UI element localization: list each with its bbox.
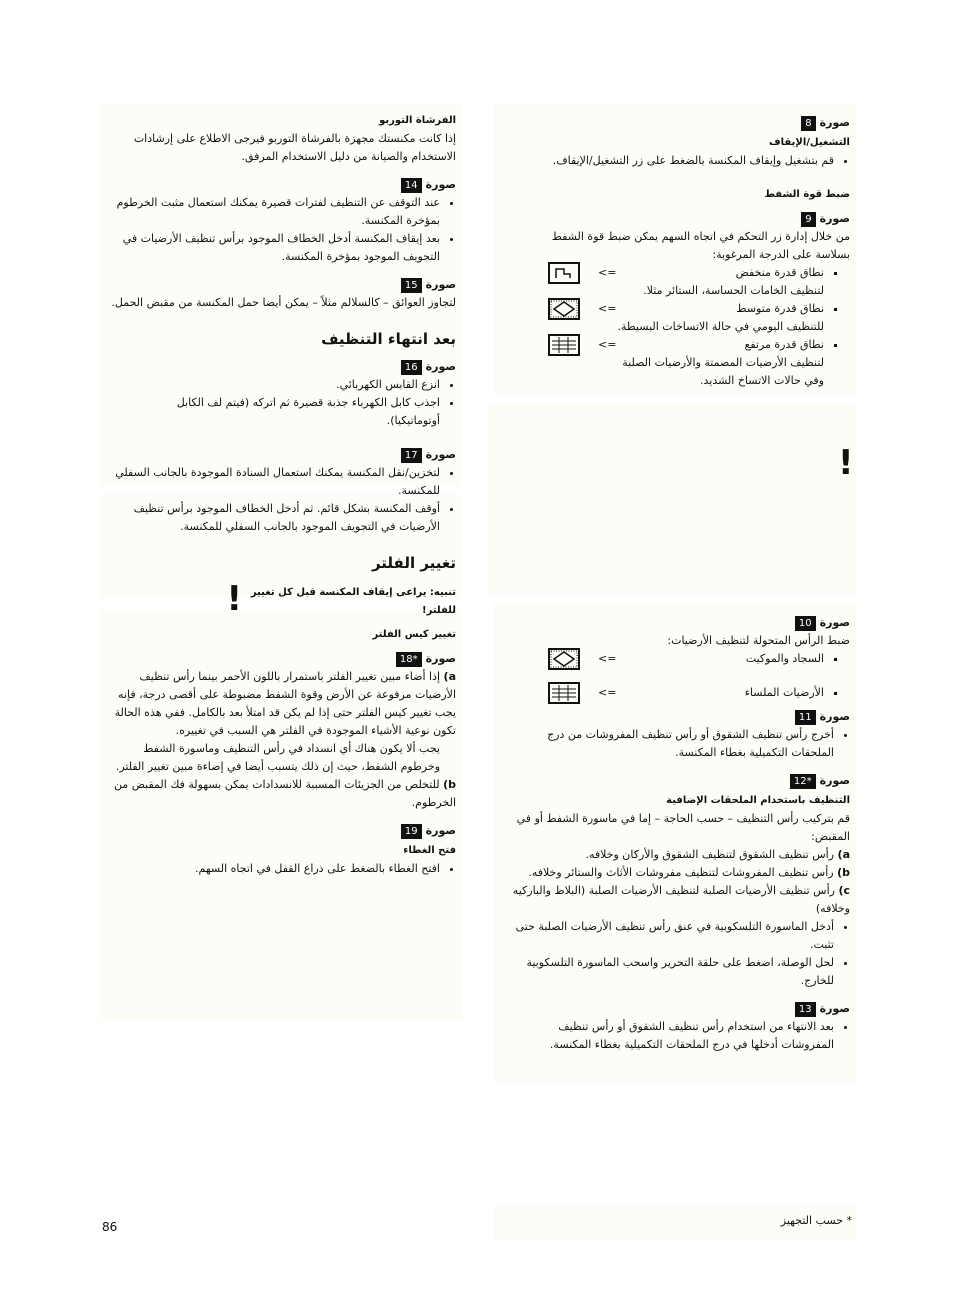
figure-word: صورة bbox=[819, 774, 850, 787]
hard-floor-icon bbox=[548, 334, 580, 356]
figure-number: 9 bbox=[801, 212, 815, 227]
list-item: • بعد إيقاف المكنسة أدخل الخطاف الموجود برأس تنظيف الأرضيات في التجويف الموجود بمؤخرة المكنسة. bbox=[100, 230, 440, 266]
figure-number: 16 bbox=[401, 360, 422, 375]
item-text: رأس تنظيف الأرضيات الصلبة لتنظيف الأرضيات الصلبة (البلاط والباركيه وخلافه) bbox=[512, 884, 850, 915]
accessory-a bbox=[500, 846, 850, 864]
figure-word: صورة bbox=[425, 278, 456, 291]
on-off-subtitle: التشغيل/الإيقاف bbox=[769, 137, 850, 148]
item-text-continued: يجب ألا يكون هناك أي انسداد في رأس التنظيف وماسورة الشفط وخرطوم الشفط، حيث إن ذلك يتسبب أيضا في إضاءة مبين تغيير الفلتر. bbox=[115, 742, 440, 773]
turbo-brush-text: إذا كانت مكنستك مجهزة بالفرشاة التوربو فيرجى الاطلاع على إرشادات الاستخدام والصيانة من دليل الاستخدام المرفق. bbox=[133, 132, 456, 163]
figure-word: صورة bbox=[425, 360, 456, 373]
list-item: • لحل الوصلة، اضغط على حلقة التحرير واسحب الماسورة التلسكوبية للخارج. bbox=[514, 954, 834, 990]
figure-8-label bbox=[500, 114, 850, 132]
carpet-icon bbox=[548, 298, 580, 320]
fig16-bullets bbox=[120, 376, 456, 430]
figure-number: 12* bbox=[790, 774, 816, 789]
right-column bbox=[500, 108, 850, 390]
list-item: • اجذب كابل الكهرباء جذبة قصيرة ثم اتركه (فيتم لف الكابل أوتوماتيكيا). bbox=[120, 394, 440, 430]
accessories-intro: قم بتركيب رأس التنظيف – حسب الحاجة – إما في ماسورة الشفط أو في المقبض: bbox=[516, 812, 850, 843]
figure-10-label bbox=[500, 614, 850, 632]
floor-head-settings bbox=[598, 650, 850, 702]
page-number: 86 bbox=[102, 1220, 118, 1234]
level-desc: لتنظيف الخامات الحساسة، الستائر مثلا. bbox=[643, 284, 824, 297]
arrow-symbol: <= bbox=[598, 266, 617, 279]
figure-word: صورة bbox=[425, 652, 456, 665]
item-text: إذا أضاء مبين تغيير الفلتر باستمرار باللون الأحمر بينما رأس تنظيف الأرضيات مرفوعة عن الأرض وقوة الشفط مضبوطة على أقصى درجة، فإنه يجب تغيير كيس الفلتر حتى إذا لم يكن قد امتلأ بعد بالكامل. ففي هذه الحالة تكون نوعية الأشياء الموجودة في الفلتر هي السبب في تغييره. bbox=[114, 670, 456, 737]
arrow-symbol: <= bbox=[598, 338, 617, 351]
fig8-bullets bbox=[500, 152, 850, 170]
accessory-c bbox=[500, 882, 850, 918]
footnote: * حسب التجهيز bbox=[780, 1214, 852, 1227]
figure-word: صورة bbox=[819, 116, 850, 129]
suction-intro: من خلال إدارة زر التحكم في اتجاه السهم يمكن ضبط قوة الشفط بسلاسة على الدرجة المرغوبة: bbox=[551, 230, 850, 261]
filter-bag-title: تغيير كيس الفلتر bbox=[372, 629, 456, 640]
item-letter: a) bbox=[443, 670, 456, 683]
open-cover-subtitle: فتح الغطاء bbox=[403, 845, 456, 856]
suction-title: ضبط قوة الشفط bbox=[764, 189, 850, 200]
item-text: رأس تنظيف الشقوق لتنظيف الشقوق والأركان وخلافه. bbox=[585, 848, 835, 861]
list-item: • أوقف المكنسة بشكل قائم. ثم أدخل الخطاف الموجود برأس تنظيف الأرضيات في التجويف الموجود بالجانب السفلي للمكنسة. bbox=[100, 500, 440, 536]
level-medium bbox=[598, 300, 824, 336]
figure-17-label bbox=[104, 446, 456, 464]
fig15-text: لتجاوز العوائق – كالسلالم مثلاً – يمكن أيضا حمل المكنسة من مقبض الحمل. bbox=[111, 296, 456, 309]
figure-13-label bbox=[500, 1000, 850, 1018]
figure-12-label bbox=[500, 772, 850, 790]
level-label: نطاق قدرة مرتفع bbox=[744, 338, 824, 351]
level-label: نطاق قدرة متوسط bbox=[736, 302, 824, 315]
setting-label: السجاد والموكيت bbox=[745, 652, 824, 665]
hard-floor-icon bbox=[548, 682, 580, 704]
figure-number: 13 bbox=[795, 1002, 816, 1017]
figure-19-label bbox=[104, 822, 456, 840]
list-item: • أخرج رأس تنظيف الشقوق أو رأس تنظيف المفروشات من درج الملحقات التكميلية بغطاء المكنسة. bbox=[534, 726, 834, 762]
figure-word: صورة bbox=[425, 178, 456, 191]
figure-number: 11 bbox=[795, 710, 816, 725]
item-letter: b) bbox=[443, 778, 456, 791]
figure-word: صورة bbox=[819, 710, 850, 723]
fig17-bullets bbox=[100, 464, 456, 536]
turbo-brush-title: الفرشاة التوربو bbox=[379, 115, 456, 126]
list-item: • انزع القابس الكهربائي. bbox=[120, 376, 440, 394]
list-item: • قم بتشغيل وإيقاف المكنسة بالضغط على زر التشغيل/الإيقاف. bbox=[500, 152, 834, 170]
figure-word: صورة bbox=[425, 824, 456, 837]
filter-change-title: تغيير الفلتر bbox=[371, 554, 456, 572]
setting-label: الأرضيات الملساء bbox=[744, 686, 824, 699]
figure-word: صورة bbox=[819, 616, 850, 629]
figure-18-label bbox=[104, 650, 456, 668]
figure-9-label bbox=[500, 210, 850, 228]
figure-number: 10 bbox=[795, 616, 816, 631]
floor-head-intro: ضبط الرأس المتحولة لتنظيف الأرضيات: bbox=[667, 634, 850, 647]
figure-11-label bbox=[500, 708, 850, 726]
figure-16-label bbox=[104, 358, 456, 376]
right-panel-blank bbox=[488, 404, 856, 594]
carpet-icon bbox=[548, 648, 580, 670]
setting-hard-floor bbox=[598, 684, 824, 702]
item-text: للتخلص من الجزيئات المسببة للانسدادات يمكن بسهولة فك المقبض من الخرطوم. bbox=[113, 778, 456, 809]
level-desc: للتنظيف اليومي في حالة الاتساخات البسيطة. bbox=[617, 320, 824, 333]
list-item: • بعد الانتهاء من استخدام رأس تنظيف الشقوق أو رأس تنظيف المفروشات أدخلها في درج الملحقات التكميلية بغطاء المكنسة. bbox=[534, 1018, 834, 1054]
level-label: نطاق قدرة منخفض bbox=[735, 266, 824, 279]
figure-14-label bbox=[104, 176, 456, 194]
figure-word: صورة bbox=[819, 1002, 850, 1015]
right-column-lower bbox=[500, 608, 850, 1054]
list-item: • أدخل الماسورة التلسكوبية في عنق رأس تنظيف الأرضيات الصلبة حتى تثبت. bbox=[514, 918, 834, 954]
curtain-icon bbox=[548, 262, 580, 284]
arrow-symbol: <= bbox=[598, 686, 617, 699]
figure-number: 8 bbox=[801, 116, 815, 131]
arrow-symbol: <= bbox=[598, 652, 617, 665]
level-low bbox=[598, 264, 824, 300]
level-desc: لتنظيف الأرضيات المصمتة والأرضيات الصلبة وفي حالات الاتساخ الشديد. bbox=[622, 356, 824, 387]
warning-mark: ! bbox=[226, 579, 242, 619]
list-item: • عند التوقف عن التنظيف لفترات قصيرة يمكنك استعمال مثبت الخرطوم بمؤخرة المكنسة. bbox=[100, 194, 440, 230]
figure-number: 19 bbox=[401, 824, 422, 839]
item-letter: b) bbox=[837, 866, 850, 879]
fig19-bullets bbox=[104, 860, 456, 878]
figure-15-label bbox=[104, 276, 456, 294]
fig18-item-a bbox=[104, 668, 456, 776]
accessories-subtitle: التنظيف باستخدام الملحقات الإضافية bbox=[666, 795, 850, 806]
figure-number: 18* bbox=[396, 652, 422, 667]
filter-warning bbox=[104, 579, 456, 620]
figure-number: 17 bbox=[401, 448, 422, 463]
figure-number: 14 bbox=[401, 178, 422, 193]
list-item: • افتح الغطاء بالضغط على ذراع القفل في اتجاه السهم. bbox=[104, 860, 440, 878]
figure-word: صورة bbox=[819, 212, 850, 225]
item-text: رأس تنظيف المفروشات لتنظيف مفروشات الأثاث والستائر وخلافه. bbox=[528, 866, 834, 879]
fig14-bullets bbox=[100, 194, 456, 266]
suction-levels bbox=[598, 264, 850, 390]
fig18-item-b bbox=[104, 776, 456, 812]
fig13-bullets bbox=[534, 1018, 850, 1054]
level-high bbox=[598, 336, 824, 390]
left-column bbox=[104, 110, 456, 878]
accessory-b bbox=[500, 864, 850, 882]
fig12-bullets bbox=[514, 918, 850, 990]
figure-number: 15 bbox=[401, 278, 422, 293]
item-letter: c) bbox=[838, 884, 850, 897]
warning-text: تنبيه: يراعى إيقاف المكنسة قبل كل تغيير للفلتر! bbox=[250, 587, 456, 616]
list-item: • لتخزين/نقل المكنسة يمكنك استعمال السنادة الموجودة بالجانب السفلي للمكنسة. bbox=[100, 464, 440, 500]
fig11-bullets bbox=[534, 726, 850, 762]
item-letter: a) bbox=[837, 848, 850, 861]
setting-carpet bbox=[598, 650, 824, 668]
figure-word: صورة bbox=[425, 448, 456, 461]
warning-mark: ! bbox=[838, 443, 854, 483]
after-cleaning-title: بعد انتهاء التنظيف bbox=[321, 330, 456, 348]
arrow-symbol: <= bbox=[598, 302, 617, 315]
